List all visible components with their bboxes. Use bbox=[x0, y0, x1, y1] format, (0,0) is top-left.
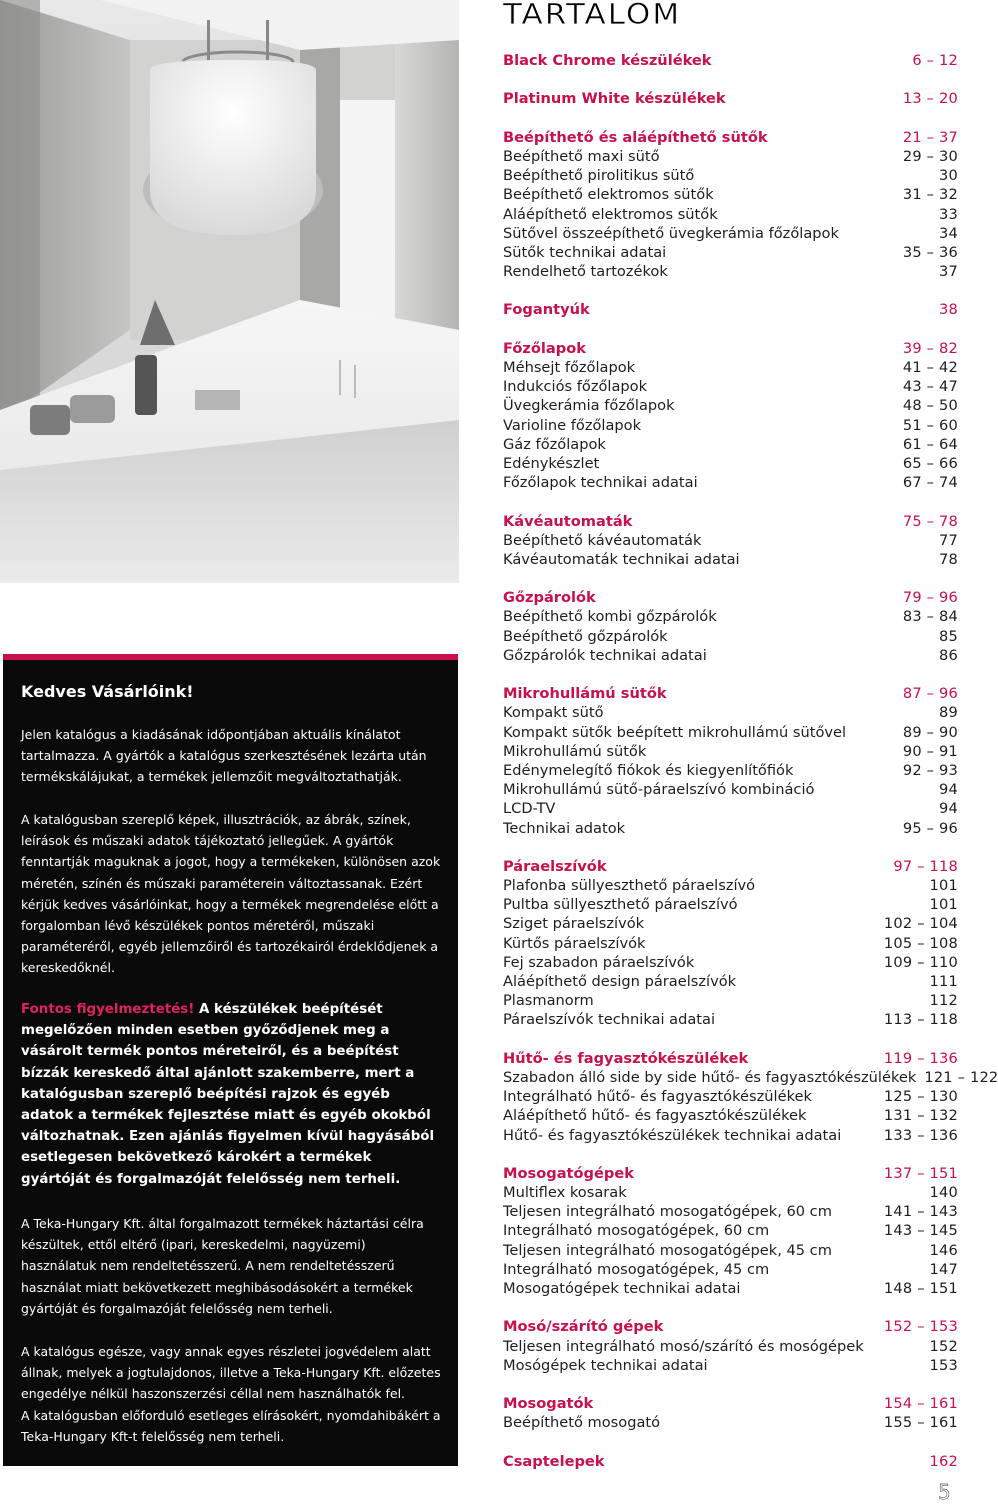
toc-entry bbox=[503, 358, 958, 377]
toc-entry-pages: 89 – 90 bbox=[902, 723, 958, 741]
toc-entry bbox=[503, 1010, 958, 1029]
toc-entry bbox=[503, 262, 958, 281]
toc-entry-pages: 141 – 143 bbox=[883, 1203, 958, 1221]
toc-section-label: Mosó/szárító gépek bbox=[503, 1318, 664, 1336]
toc-section bbox=[503, 1049, 958, 1068]
toc-entry-pages: 51 – 60 bbox=[902, 416, 958, 434]
toc-spacer bbox=[503, 492, 958, 511]
toc-entry-label: Fej szabadon páraelszívók bbox=[503, 953, 695, 971]
toc-spacer bbox=[503, 665, 958, 684]
table-of-contents bbox=[503, 51, 998, 1471]
toc-entry-pages: 147 bbox=[929, 1260, 958, 1278]
toc-entry-label: Technikai adatok bbox=[503, 819, 626, 837]
toc-section-label: Csaptelepek bbox=[503, 1452, 605, 1470]
toc-section bbox=[503, 128, 958, 147]
toc-entry-pages: 105 – 108 bbox=[883, 934, 958, 952]
toc-entry-label: Beépíthető gőzpárolók bbox=[503, 627, 668, 645]
toc-entry-pages: 90 – 91 bbox=[902, 742, 958, 760]
toc-entry-pages: 83 – 84 bbox=[902, 608, 958, 626]
toc-section bbox=[503, 89, 958, 108]
toc-entry-pages: 143 – 145 bbox=[883, 1222, 958, 1240]
toc-section-pages: 79 – 96 bbox=[902, 589, 958, 607]
toc-section-pages: 6 – 12 bbox=[912, 52, 958, 69]
toc-spacer bbox=[503, 109, 958, 128]
toc-entry-pages: 109 – 110 bbox=[883, 953, 958, 971]
toc-entry bbox=[503, 377, 958, 396]
toc-entry-label: Pultba süllyeszthető páraelszívó bbox=[503, 896, 738, 914]
toc-entry-label: Plafonba süllyeszthető páraelszívó bbox=[503, 877, 756, 895]
toc-entry-pages: 35 – 36 bbox=[902, 243, 958, 261]
toc-entry-pages: 33 bbox=[939, 205, 958, 223]
toc-entry-label: Beépíthető pirolitikus sütő bbox=[503, 167, 695, 185]
toc-entry-label: Sütővel összeépíthető üvegkerámia főzőlapok bbox=[503, 224, 839, 242]
toc-entry-pages: 65 – 66 bbox=[902, 454, 958, 472]
toc-entry-pages: 101 bbox=[929, 877, 958, 895]
toc-entry bbox=[503, 780, 958, 799]
toc-entry-label: Varioline főzőlapok bbox=[503, 416, 642, 434]
toc-entry-pages: 155 – 161 bbox=[883, 1414, 958, 1432]
toc-entry bbox=[503, 147, 958, 166]
toc-entry-pages: 131 – 132 bbox=[883, 1107, 958, 1125]
toc-entry-pages: 43 – 47 bbox=[902, 378, 958, 396]
toc-entry bbox=[503, 646, 958, 665]
toc-entry bbox=[503, 1356, 958, 1375]
toc-entry bbox=[503, 1106, 958, 1125]
toc-section-pages: 154 – 161 bbox=[883, 1395, 958, 1413]
toc-section bbox=[503, 1452, 958, 1471]
toc-entry bbox=[503, 435, 958, 454]
toc-entry-label: Páraelszívók technikai adatai bbox=[503, 1011, 716, 1029]
toc-entry bbox=[503, 1260, 958, 1279]
toc-section-label: Mosogatógépek bbox=[503, 1164, 634, 1182]
toc-entry bbox=[503, 243, 958, 262]
warning-text: A készülékek beépítését megelőzően minden esetben győződjenek meg a vásárolt termék pontos méreteiről, és a beépítést bízzák kereskedő által ajánlott szakemberre, mert a katalógusban szereplő beépítési rajzok és egyéb adatok a termékek fejlesztése miatt és egyéb okokból változhatnak. Ezen ajánlás figyelmen kívül hagyásából esetlegesen bekövetkező károkért a termékek gyártóját és forgalmazóját felelősség nem terheli. bbox=[21, 1002, 435, 1187]
toc-entry-pages: 85 bbox=[939, 627, 958, 645]
toc-entry-label: Integrálható mosogatógépek, 45 cm bbox=[503, 1260, 770, 1278]
toc-entry bbox=[503, 1413, 958, 1432]
notice-title: Kedves Vásárlóink! bbox=[21, 682, 194, 701]
toc-spacer bbox=[503, 1298, 958, 1317]
toc-spacer bbox=[503, 1030, 958, 1049]
toc-section-pages: 152 – 153 bbox=[883, 1318, 958, 1336]
toc-entry bbox=[503, 607, 958, 626]
toc-entry-label: Szabadon álló side by side hűtő- és fagyasztókészülékek bbox=[503, 1068, 917, 1086]
toc-entry bbox=[503, 627, 958, 646]
toc-section bbox=[503, 300, 958, 319]
toc-entry-label: Aláépíthető hűtő- és fagyasztókészülékek bbox=[503, 1107, 807, 1125]
toc-entry-label: Edénykészlet bbox=[503, 454, 600, 472]
toc-entry-pages: 94 bbox=[939, 800, 958, 818]
toc-section-label: Főzőlapok bbox=[503, 339, 586, 357]
toc-entry-label: Beépíthető maxi sütő bbox=[503, 147, 660, 165]
notice-paragraph-5: A katalógus egésze, vagy annak egyes részletei jogvédelem alatt állnak, melyek a jogtulajdonos, illetve a Teka-Hungary Kft. előzetes engedélye nélkül haszonszerzési céllal nem használhatók fel. bbox=[21, 1344, 441, 1402]
toc-entry-label: Kürtős páraelszívók bbox=[503, 934, 646, 952]
toc-spacer bbox=[503, 1375, 958, 1394]
toc-entry-pages: 111 bbox=[929, 973, 958, 990]
toc-spacer bbox=[503, 281, 958, 300]
notice-paragraph-1: Jelen katalógus a kiadásának időpontjában aktuális kínálatot tartalmazza. A gyártók a katalógus szerkesztésének lezárta után termékskálájukat, a termékek jellemzőit megváltoztathatják. bbox=[21, 727, 427, 785]
warning-label: Fontos figyelmeztetés! bbox=[21, 1002, 195, 1017]
toc-entry bbox=[503, 1068, 998, 1087]
toc-section-label: Hűtő- és fagyasztókészülékek bbox=[503, 1049, 749, 1067]
toc-entry-label: Főzőlapok technikai adatai bbox=[503, 474, 698, 492]
notice-warning bbox=[21, 999, 441, 1190]
toc-entry-pages: 125 – 130 bbox=[883, 1088, 958, 1106]
toc-entry-label: Multiflex kosarak bbox=[503, 1184, 627, 1202]
toc-section bbox=[503, 1317, 958, 1336]
toc-entry bbox=[503, 416, 958, 435]
toc-entry-pages: 86 bbox=[939, 646, 958, 664]
toc-entry-label: Sziget páraelszívók bbox=[503, 915, 645, 933]
kitchen-photo bbox=[0, 0, 459, 583]
notice-paragraph-4: A Teka-Hungary Kft. által forgalmazott termékek háztartási célra készültek, ettől eltérő (ipari, kereskedelmi, nagyüzemi) használatuk nem rendeltetésszerű. A nem rendeltetésszerű használat miatt bekövetkezett meghibásodásokért a termékek gyártóját és forgalmazóját felelősség nem terheli. bbox=[21, 1216, 424, 1316]
toc-entry bbox=[503, 1279, 958, 1298]
toc-entry-pages: 61 – 64 bbox=[902, 435, 958, 453]
toc-entry-label: Integrálható hűtő- és fagyasztókészülékek bbox=[503, 1088, 812, 1106]
toc-entry-label: Teljesen integrálható mosogatógépek, 60 cm bbox=[503, 1203, 832, 1221]
toc-entry bbox=[503, 934, 958, 953]
toc-section-pages: 162 bbox=[929, 1452, 958, 1470]
toc-entry-label: Mikrohullámú sütők bbox=[503, 742, 647, 760]
toc-spacer bbox=[503, 838, 958, 857]
toc-entry bbox=[503, 473, 958, 492]
toc-entry-pages: 140 bbox=[929, 1184, 958, 1202]
toc-entry-label: Teljesen integrálható mosó/szárító és mosógépek bbox=[503, 1337, 864, 1355]
toc-entry-label: Mikrohullámú sütő-páraelszívó kombináció bbox=[503, 781, 815, 799]
notice-paragraph-2: A katalógusban szereplő képek, illusztrációk, az ábrák, színek, leírások és műszaki adatok tájékoztató jellegűek. A gyártók fenntartják maguknak a jogot, hogy a termékeken, különösen azok méretén, színén és műszaki paraméterein változtassanak. Ezért kérjük kedves vásárlóinkat, hogy a termékek megrendelése előtt a forgalomban lévő készülékek pontos méretéről, műszaki paraméteréről, egyéb jellemzőiről és tartozékairól érdeklődjenek a kereskedőknél. bbox=[21, 812, 441, 976]
toc-section-label: Mikrohullámú sütők bbox=[503, 685, 667, 703]
toc-entry-pages: 89 bbox=[939, 704, 958, 722]
toc-section-pages: 87 – 96 bbox=[902, 685, 958, 703]
toc-section-label: Black Chrome készülékek bbox=[503, 52, 712, 69]
toc-entry-pages: 67 – 74 bbox=[902, 474, 958, 492]
toc-section bbox=[503, 684, 958, 703]
toc-entry bbox=[503, 991, 958, 1010]
toc-entry-pages: 152 bbox=[929, 1337, 958, 1355]
toc-entry bbox=[503, 742, 958, 761]
toc-entry bbox=[503, 1337, 958, 1356]
toc-entry-label: Méhsejt főzőlapok bbox=[503, 359, 636, 376]
toc-entry-pages: 41 – 42 bbox=[902, 359, 958, 376]
toc-entry-label: Kávéautomaták technikai adatai bbox=[503, 550, 740, 568]
toc-section-pages: 75 – 78 bbox=[902, 512, 958, 530]
toc-entry-pages: 78 bbox=[939, 550, 958, 568]
toc-spacer bbox=[503, 569, 958, 588]
toc-section-pages: 119 – 136 bbox=[883, 1049, 958, 1067]
toc-section-label: Kávéautomaták bbox=[503, 512, 633, 530]
toc-entry-pages: 29 – 30 bbox=[902, 147, 958, 165]
toc-spacer bbox=[503, 1145, 958, 1164]
toc-entry-pages: 148 – 151 bbox=[883, 1280, 958, 1297]
toc-entry-label: Rendelhető tartozékok bbox=[503, 263, 668, 281]
toc-entry bbox=[503, 761, 958, 780]
toc-entry bbox=[503, 1202, 958, 1221]
toc-entry-pages: 37 bbox=[939, 263, 958, 281]
toc-entry-pages: 101 bbox=[929, 896, 958, 914]
toc-section-label: Páraelszívók bbox=[503, 857, 607, 875]
toc-entry bbox=[503, 819, 958, 838]
toc-entry bbox=[503, 895, 958, 914]
toc-section bbox=[503, 857, 958, 876]
toc-section-label: Fogantyúk bbox=[503, 301, 590, 319]
toc-section-pages: 21 – 37 bbox=[902, 128, 958, 146]
notice-paragraph-6: A katalógusban előforduló esetleges elírásokért, nyomdahibákért a Teka-Hungary Kft-t felelősség nem terheli. bbox=[21, 1408, 441, 1445]
toc-entry bbox=[503, 799, 958, 818]
toc-entry-pages: 121 – 122 bbox=[924, 1068, 998, 1086]
toc-entry-label: Aláépíthető elektromos sütők bbox=[503, 205, 718, 223]
toc-entry bbox=[503, 1183, 958, 1202]
toc-spacer bbox=[503, 320, 958, 339]
toc-section bbox=[503, 1394, 958, 1413]
toc-entry-pages: 31 – 32 bbox=[902, 186, 958, 204]
toc-entry-label: Teljesen integrálható mosogatógépek, 45 cm bbox=[503, 1241, 832, 1259]
toc-entry-pages: 34 bbox=[939, 224, 958, 242]
toc-entry bbox=[503, 723, 958, 742]
toc-entry-label: Integrálható mosogatógépek, 60 cm bbox=[503, 1222, 770, 1240]
toc-entry-label: Üvegkerámia főzőlapok bbox=[503, 397, 675, 415]
toc-entry-label: Beépíthető elektromos sütők bbox=[503, 186, 714, 204]
toc-heading: TARTALOM bbox=[503, 0, 682, 32]
toc-entry bbox=[503, 224, 958, 243]
toc-entry-pages: 77 bbox=[939, 531, 958, 549]
toc-entry-label: Aláépíthető design páraelszívók bbox=[503, 973, 737, 990]
page-number: 5 bbox=[938, 1480, 951, 1504]
toc-entry-pages: 102 – 104 bbox=[883, 915, 958, 933]
toc-entry-pages: 146 bbox=[929, 1241, 958, 1259]
toc-entry bbox=[503, 531, 958, 550]
toc-entry-label: Gőzpárolók technikai adatai bbox=[503, 646, 707, 664]
toc-entry bbox=[503, 1241, 958, 1260]
toc-section bbox=[503, 588, 958, 607]
toc-entry bbox=[503, 205, 958, 224]
toc-section-label: Mosogatók bbox=[503, 1395, 594, 1413]
toc-entry-pages: 30 bbox=[939, 167, 958, 185]
toc-spacer bbox=[503, 1433, 958, 1452]
toc-entry-pages: 48 – 50 bbox=[902, 397, 958, 415]
toc-section-label: Beépíthető és aláépíthető sütők bbox=[503, 128, 768, 146]
toc-section bbox=[503, 1164, 958, 1183]
toc-entry-label: Edénymelegítő fiókok és kiegyenlítőfiók bbox=[503, 761, 794, 779]
toc-entry-label: Kompakt sütő bbox=[503, 704, 604, 722]
toc-entry bbox=[503, 396, 958, 415]
toc-entry-label: Beépíthető kávéautomaták bbox=[503, 531, 702, 549]
toc-entry-label: Mosógépek technikai adatai bbox=[503, 1356, 708, 1374]
toc-entry-label: Indukciós főzőlapok bbox=[503, 378, 648, 396]
toc-entry bbox=[503, 1221, 958, 1240]
toc-entry bbox=[503, 550, 958, 569]
toc-entry-label: Gáz főzőlapok bbox=[503, 435, 606, 453]
toc-entry-pages: 153 bbox=[929, 1356, 958, 1374]
notice-box bbox=[3, 654, 458, 1466]
toc-entry bbox=[503, 953, 958, 972]
toc-entry bbox=[503, 185, 958, 204]
toc-entry bbox=[503, 876, 958, 895]
toc-section bbox=[503, 512, 958, 531]
toc-section bbox=[503, 339, 958, 358]
toc-section-pages: 13 – 20 bbox=[902, 90, 958, 108]
toc-entry-label: Kompakt sütők beépített mikrohullámú sütővel bbox=[503, 723, 847, 741]
toc-entry bbox=[503, 454, 958, 473]
toc-entry bbox=[503, 1087, 958, 1106]
toc-section-pages: 39 – 82 bbox=[902, 339, 958, 357]
toc-section bbox=[503, 51, 958, 70]
toc-entry bbox=[503, 914, 958, 933]
toc-entry-label: Mosogatógépek technikai adatai bbox=[503, 1280, 741, 1297]
toc-entry bbox=[503, 1126, 958, 1145]
toc-entry-pages: 92 – 93 bbox=[902, 761, 958, 779]
toc-entry-pages: 95 – 96 bbox=[902, 819, 958, 837]
toc-section-label: Gőzpárolók bbox=[503, 589, 596, 607]
toc-section-pages: 97 – 118 bbox=[893, 857, 958, 875]
toc-entry-label: Beépíthető kombi gőzpárolók bbox=[503, 608, 717, 626]
toc-entry-label: Plasmanorm bbox=[503, 992, 594, 1010]
toc-entry-pages: 94 bbox=[939, 781, 958, 799]
toc-entry bbox=[503, 166, 958, 185]
toc-entry-label: LCD-TV bbox=[503, 800, 556, 818]
toc-entry-label: Sütők technikai adatai bbox=[503, 243, 667, 261]
toc-section-pages: 137 – 151 bbox=[883, 1164, 958, 1182]
toc-entry-pages: 133 – 136 bbox=[883, 1126, 958, 1144]
toc-entry-label: Beépíthető mosogató bbox=[503, 1414, 661, 1432]
toc-entry-pages: 113 – 118 bbox=[883, 1011, 958, 1029]
toc-section-label: Platinum White készülékek bbox=[503, 90, 726, 108]
toc-entry bbox=[503, 703, 958, 722]
toc-spacer bbox=[503, 70, 958, 89]
toc-entry bbox=[503, 972, 958, 991]
toc-section-pages: 38 bbox=[939, 301, 958, 319]
toc-entry-label: Hűtő- és fagyasztókészülékek technikai adatai bbox=[503, 1126, 842, 1144]
toc-entry-pages: 112 bbox=[929, 992, 958, 1010]
